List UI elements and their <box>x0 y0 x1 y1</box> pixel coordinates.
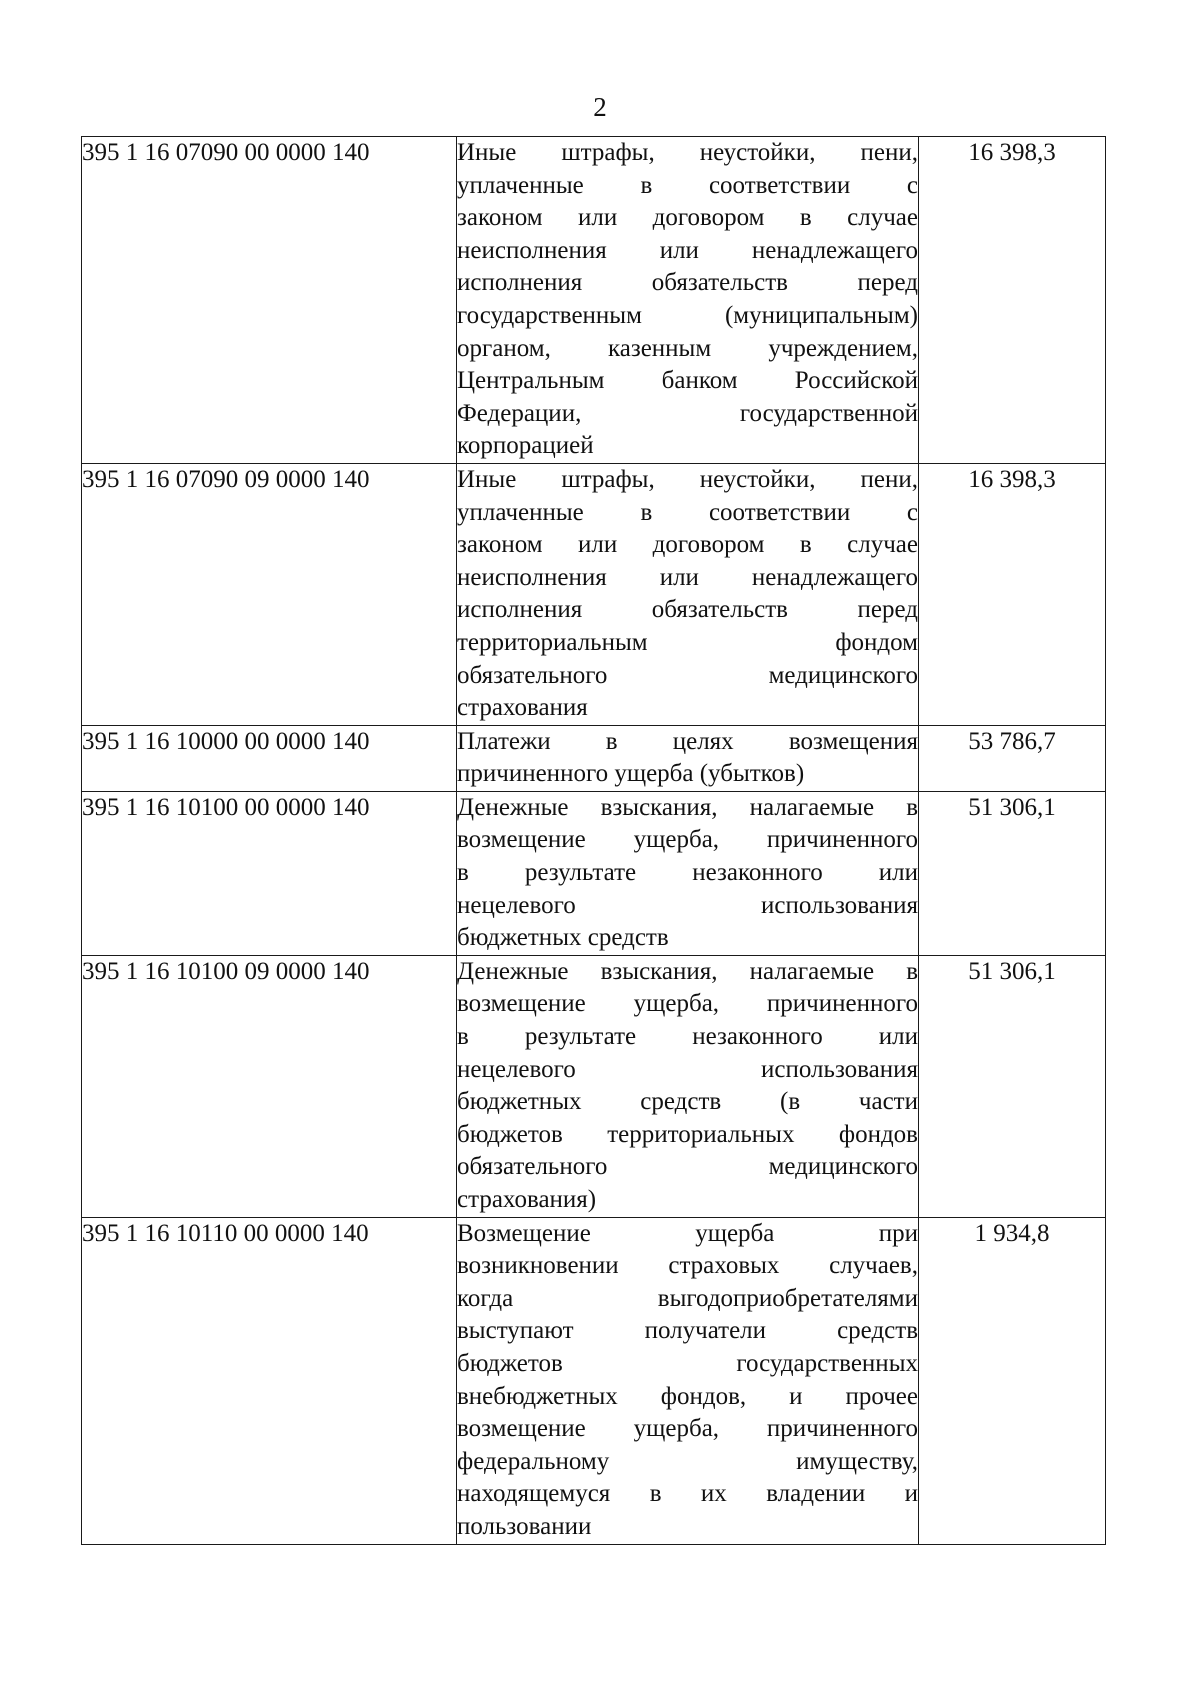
description-line: бюджетов территориальных фондов <box>457 1120 918 1148</box>
description-line: Денежные взыскания, налагаемые в <box>457 957 918 985</box>
description-line: бюджетных средств <box>457 924 669 952</box>
description-line: возмещение ущерба, причиненного <box>457 826 918 854</box>
description-line: уплаченные в соответствии с <box>457 498 918 526</box>
description-line: Иные штрафы, неустойки, пени, <box>457 465 918 493</box>
description-line: государственным (муниципальным) <box>457 301 918 329</box>
table-row <box>82 1217 1106 1544</box>
description-line: нецелевого использования <box>457 1055 918 1083</box>
description-line: федеральному имуществу, <box>457 1447 918 1475</box>
description-line: страхования <box>457 694 588 722</box>
budget-table <box>81 136 1106 1545</box>
description-line: неисполнения или ненадлежащего <box>457 236 918 264</box>
description-line: причиненного ущерба (убытков) <box>457 760 805 788</box>
classification-code: 395 1 16 10000 00 0000 140 <box>82 725 457 791</box>
income-description <box>457 725 919 791</box>
amount-value: 51 306,1 <box>919 791 1106 955</box>
description-line: уплаченные в соответствии с <box>457 171 918 199</box>
income-description <box>457 137 919 464</box>
description-line: Возмещение ущерба при <box>457 1219 918 1247</box>
description-line: обязательного медицинского <box>457 661 918 689</box>
classification-code: 395 1 16 10100 00 0000 140 <box>82 791 457 955</box>
description-line: пользовании <box>457 1512 592 1540</box>
description-line: Платежи в целях возмещения <box>457 727 918 755</box>
income-description <box>457 463 919 725</box>
table-row <box>82 725 1106 791</box>
description-line: возмещение ущерба, причиненного <box>457 990 918 1018</box>
description-line: находящемуся в их владении и <box>457 1480 918 1508</box>
income-description <box>457 1217 919 1544</box>
description-line: корпорацией <box>457 432 594 460</box>
description-line: неисполнения или ненадлежащего <box>457 563 918 591</box>
amount-value: 16 398,3 <box>919 463 1106 725</box>
income-description <box>457 791 919 955</box>
page-number: 2 <box>593 92 607 122</box>
description-line: исполнения обязательств перед <box>457 269 918 297</box>
description-line: законом или договором в случае <box>457 531 918 559</box>
description-line: бюджетных средств (в части <box>457 1088 918 1116</box>
description-line: в результате незаконного или <box>457 1023 918 1051</box>
description-line: когда выгодоприобретателями <box>457 1284 918 1312</box>
table-row <box>82 137 1106 464</box>
income-description <box>457 955 919 1217</box>
budget-table-body <box>82 137 1106 1545</box>
description-line: органом, казенным учреждением, <box>457 334 918 362</box>
description-line: выступают получатели средств <box>457 1317 918 1345</box>
description-line: обязательного медицинского <box>457 1153 918 1181</box>
description-line: возникновении страховых случаев, <box>457 1252 918 1280</box>
description-line: исполнения обязательств перед <box>457 596 918 624</box>
classification-code: 395 1 16 10110 00 0000 140 <box>82 1217 457 1544</box>
amount-value: 53 786,7 <box>919 725 1106 791</box>
classification-code: 395 1 16 07090 00 0000 140 <box>82 137 457 464</box>
classification-code: 395 1 16 10100 09 0000 140 <box>82 955 457 1217</box>
description-line: внебюджетных фондов, и прочее <box>457 1382 918 1410</box>
table-row <box>82 463 1106 725</box>
description-line: Федерации, государственной <box>457 399 918 427</box>
description-line: законом или договором в случае <box>457 204 918 232</box>
table-row <box>82 791 1106 955</box>
description-line: страхования) <box>457 1186 597 1213</box>
amount-value: 51 306,1 <box>919 955 1106 1217</box>
description-line: возмещение ущерба, причиненного <box>457 1415 918 1443</box>
description-line: Денежные взыскания, налагаемые в <box>457 793 918 821</box>
amount-value: 16 398,3 <box>919 137 1106 464</box>
description-line: в результате незаконного или <box>457 859 918 887</box>
description-line: бюджетов государственных <box>457 1349 918 1377</box>
table-row <box>82 955 1106 1217</box>
description-line: нецелевого использования <box>457 891 918 919</box>
description-line: территориальным фондом <box>457 628 918 656</box>
amount-value: 1 934,8 <box>919 1217 1106 1544</box>
description-line: Иные штрафы, неустойки, пени, <box>457 139 918 166</box>
description-line: Центральным банком Российской <box>457 367 918 395</box>
classification-code: 395 1 16 07090 09 0000 140 <box>82 463 457 725</box>
